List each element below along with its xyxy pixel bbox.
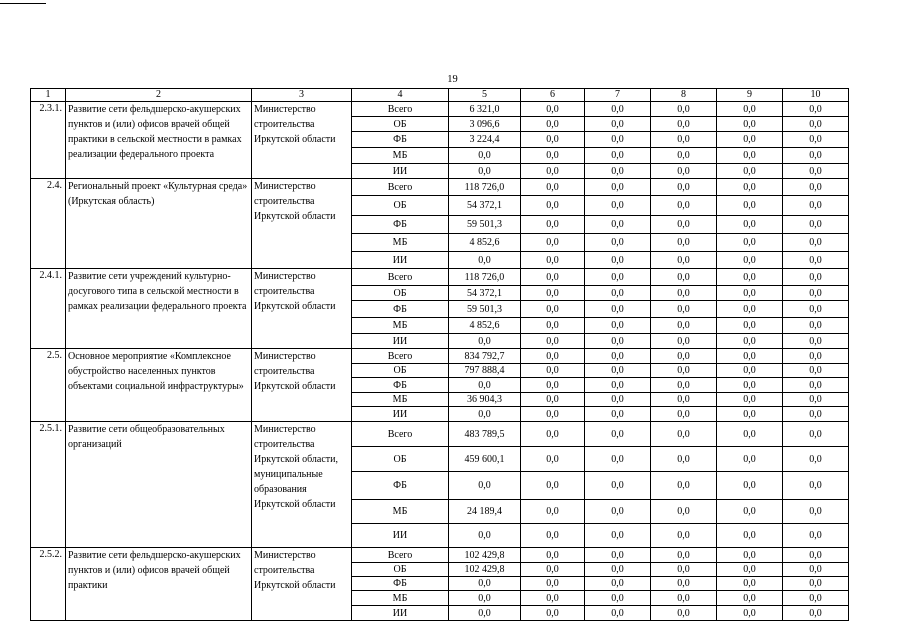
- amount-cell: 0,0: [521, 334, 585, 349]
- amount-cell: 0,0: [717, 252, 783, 269]
- funding-source: ФБ: [352, 301, 449, 318]
- amount-cell: 0,0: [585, 500, 651, 524]
- amount-cell: 0,0: [717, 132, 783, 148]
- amount-cell: 4 852,6: [449, 318, 521, 334]
- item-code: 2.5.2.: [31, 548, 66, 621]
- amount-cell: 0,0: [585, 364, 651, 378]
- amount-cell: 0,0: [651, 364, 717, 378]
- amount-cell: 0,0: [717, 548, 783, 563]
- column-number-cell: 10: [783, 89, 849, 102]
- amount-cell: 0,0: [449, 334, 521, 349]
- amount-cell: 0,0: [651, 548, 717, 563]
- item-code: 2.3.1.: [31, 102, 66, 179]
- amount-cell: 0,0: [651, 378, 717, 393]
- funding-source: Всего: [352, 269, 449, 286]
- amount-cell: 0,0: [717, 407, 783, 422]
- amount-cell: 118 726,0: [449, 179, 521, 196]
- amount-cell: 0,0: [521, 472, 585, 500]
- amount-cell: 0,0: [449, 606, 521, 621]
- amount-cell: 0,0: [717, 500, 783, 524]
- amount-cell: 0,0: [717, 393, 783, 407]
- funding-source: ОБ: [352, 286, 449, 301]
- amount-cell: 0,0: [783, 301, 849, 318]
- funding-source: МБ: [352, 234, 449, 252]
- amount-cell: 0,0: [651, 606, 717, 621]
- amount-cell: 6 321,0: [449, 102, 521, 117]
- amount-cell: 0,0: [585, 148, 651, 164]
- budget-table: [30, 88, 849, 621]
- funding-source: ОБ: [352, 364, 449, 378]
- item-executor: Министерство строительства Иркутской области, муниципальные образования Иркутской области: [252, 422, 352, 548]
- column-number-cell: 1: [31, 89, 66, 102]
- amount-cell: 0,0: [449, 591, 521, 606]
- amount-cell: 0,0: [717, 318, 783, 334]
- table-row: [31, 269, 849, 286]
- amount-cell: 0,0: [783, 148, 849, 164]
- amount-cell: 54 372,1: [449, 196, 521, 216]
- amount-cell: 0,0: [585, 378, 651, 393]
- amount-cell: 0,0: [521, 591, 585, 606]
- amount-cell: 834 792,7: [449, 349, 521, 364]
- table-row: [31, 102, 849, 117]
- amount-cell: 0,0: [651, 179, 717, 196]
- amount-cell: 0,0: [717, 148, 783, 164]
- amount-cell: 0,0: [651, 318, 717, 334]
- amount-cell: 0,0: [651, 216, 717, 234]
- amount-cell: 0,0: [585, 606, 651, 621]
- amount-cell: 483 789,5: [449, 422, 521, 447]
- amount-cell: 0,0: [717, 269, 783, 286]
- amount-cell: 0,0: [585, 318, 651, 334]
- amount-cell: 0,0: [717, 422, 783, 447]
- funding-source: МБ: [352, 148, 449, 164]
- amount-cell: 0,0: [717, 378, 783, 393]
- amount-cell: 59 501,3: [449, 216, 521, 234]
- amount-cell: 0,0: [651, 447, 717, 472]
- amount-cell: 0,0: [585, 179, 651, 196]
- funding-source: ФБ: [352, 577, 449, 591]
- amount-cell: 0,0: [585, 447, 651, 472]
- amount-cell: 0,0: [521, 378, 585, 393]
- amount-cell: 54 372,1: [449, 286, 521, 301]
- amount-cell: 459 600,1: [449, 447, 521, 472]
- amount-cell: 0,0: [651, 132, 717, 148]
- amount-cell: 0,0: [521, 447, 585, 472]
- amount-cell: 0,0: [585, 524, 651, 548]
- amount-cell: 0,0: [585, 422, 651, 447]
- amount-cell: 0,0: [585, 252, 651, 269]
- amount-cell: 0,0: [651, 422, 717, 447]
- item-code: 2.4.1.: [31, 269, 66, 349]
- amount-cell: 0,0: [585, 196, 651, 216]
- amount-cell: 0,0: [521, 301, 585, 318]
- funding-source: ИИ: [352, 334, 449, 349]
- amount-cell: 0,0: [783, 524, 849, 548]
- item-code: 2.5.: [31, 349, 66, 422]
- amount-cell: 4 852,6: [449, 234, 521, 252]
- amount-cell: 0,0: [783, 196, 849, 216]
- amount-cell: 0,0: [585, 269, 651, 286]
- amount-cell: 0,0: [783, 378, 849, 393]
- amount-cell: 0,0: [717, 364, 783, 378]
- amount-cell: 0,0: [521, 216, 585, 234]
- amount-cell: 0,0: [717, 591, 783, 606]
- amount-cell: 0,0: [521, 252, 585, 269]
- amount-cell: 0,0: [783, 393, 849, 407]
- amount-cell: 0,0: [783, 548, 849, 563]
- amount-cell: 0,0: [651, 102, 717, 117]
- column-number-cell: 7: [585, 89, 651, 102]
- amount-cell: 0,0: [449, 472, 521, 500]
- amount-cell: 0,0: [521, 117, 585, 132]
- amount-cell: 0,0: [449, 148, 521, 164]
- amount-cell: 0,0: [783, 563, 849, 577]
- amount-cell: 0,0: [783, 591, 849, 606]
- amount-cell: 0,0: [651, 252, 717, 269]
- amount-cell: 0,0: [651, 286, 717, 301]
- amount-cell: 0,0: [585, 407, 651, 422]
- funding-source: ИИ: [352, 524, 449, 548]
- amount-cell: 0,0: [521, 349, 585, 364]
- amount-cell: 0,0: [585, 393, 651, 407]
- amount-cell: 0,0: [521, 196, 585, 216]
- item-code: 2.5.1.: [31, 422, 66, 548]
- amount-cell: 0,0: [521, 563, 585, 577]
- funding-source: Всего: [352, 349, 449, 364]
- amount-cell: 0,0: [717, 216, 783, 234]
- amount-cell: 0,0: [651, 196, 717, 216]
- amount-cell: 0,0: [521, 524, 585, 548]
- amount-cell: 0,0: [783, 349, 849, 364]
- amount-cell: 0,0: [585, 234, 651, 252]
- table-row: [31, 179, 849, 196]
- amount-cell: 0,0: [717, 524, 783, 548]
- table-row: [31, 548, 849, 563]
- amount-cell: 0,0: [651, 577, 717, 591]
- item-name: Развитие сети общеобразовательных организаций: [66, 422, 252, 548]
- amount-cell: 0,0: [521, 286, 585, 301]
- amount-cell: 0,0: [449, 378, 521, 393]
- column-number-cell: 5: [449, 89, 521, 102]
- page-number: 19: [447, 74, 458, 85]
- amount-cell: 0,0: [585, 117, 651, 132]
- amount-cell: 0,0: [651, 164, 717, 179]
- funding-source: ФБ: [352, 472, 449, 500]
- amount-cell: 0,0: [783, 269, 849, 286]
- amount-cell: 0,0: [585, 301, 651, 318]
- amount-cell: 0,0: [521, 500, 585, 524]
- amount-cell: 36 904,3: [449, 393, 521, 407]
- amount-cell: 0,0: [521, 407, 585, 422]
- amount-cell: 0,0: [717, 117, 783, 132]
- amount-cell: 0,0: [651, 349, 717, 364]
- funding-source: МБ: [352, 500, 449, 524]
- item-executor: Министерство строительства Иркутской области: [252, 349, 352, 422]
- funding-source: Всего: [352, 548, 449, 563]
- amount-cell: 0,0: [651, 591, 717, 606]
- amount-cell: 0,0: [651, 524, 717, 548]
- funding-source: ОБ: [352, 117, 449, 132]
- amount-cell: 0,0: [521, 132, 585, 148]
- funding-source: ИИ: [352, 407, 449, 422]
- amount-cell: 797 888,4: [449, 364, 521, 378]
- amount-cell: 0,0: [651, 234, 717, 252]
- amount-cell: 0,0: [521, 393, 585, 407]
- item-name: Основное мероприятие «Комплексное обустройство населенных пунктов объектами социальной инфраструктуры»: [66, 349, 252, 422]
- amount-cell: 0,0: [717, 606, 783, 621]
- amount-cell: 0,0: [585, 164, 651, 179]
- amount-cell: 0,0: [783, 577, 849, 591]
- funding-source: ОБ: [352, 447, 449, 472]
- amount-cell: 0,0: [783, 234, 849, 252]
- amount-cell: 0,0: [585, 286, 651, 301]
- item-code: 2.4.: [31, 179, 66, 269]
- amount-cell: 0,0: [651, 148, 717, 164]
- amount-cell: 0,0: [585, 132, 651, 148]
- amount-cell: 0,0: [585, 334, 651, 349]
- amount-cell: 0,0: [717, 164, 783, 179]
- amount-cell: 0,0: [783, 407, 849, 422]
- amount-cell: 0,0: [651, 301, 717, 318]
- amount-cell: 0,0: [585, 548, 651, 563]
- amount-cell: 102 429,8: [449, 563, 521, 577]
- amount-cell: 0,0: [717, 196, 783, 216]
- amount-cell: 0,0: [585, 472, 651, 500]
- table-row: [31, 422, 849, 447]
- amount-cell: 0,0: [783, 447, 849, 472]
- amount-cell: 0,0: [717, 179, 783, 196]
- item-name: Развитие сети учреждений культурно-досугового типа в сельской местности в рамках реализации федерального проекта: [66, 269, 252, 349]
- amount-cell: 0,0: [717, 563, 783, 577]
- amount-cell: 3 096,6: [449, 117, 521, 132]
- amount-cell: 0,0: [521, 548, 585, 563]
- amount-cell: 0,0: [585, 577, 651, 591]
- item-executor: Министерство строительства Иркутской области: [252, 269, 352, 349]
- amount-cell: 0,0: [521, 102, 585, 117]
- amount-cell: 0,0: [449, 252, 521, 269]
- amount-cell: 0,0: [585, 591, 651, 606]
- amount-cell: 0,0: [521, 318, 585, 334]
- amount-cell: 0,0: [651, 472, 717, 500]
- funding-source: ОБ: [352, 196, 449, 216]
- amount-cell: 0,0: [717, 301, 783, 318]
- amount-cell: 0,0: [521, 179, 585, 196]
- amount-cell: 0,0: [651, 563, 717, 577]
- amount-cell: 0,0: [717, 447, 783, 472]
- item-name: Развитие сети фельдшерско-акушерских пунктов и (или) офисов врачей общей практики в сельской местности в рамках реализации федерального проекта: [66, 102, 252, 179]
- item-name: Развитие сети фельдшерско-акушерских пунктов и (или) офисов врачей общей практики: [66, 548, 252, 621]
- amount-cell: 0,0: [651, 393, 717, 407]
- funding-source: ОБ: [352, 563, 449, 577]
- funding-source: МБ: [352, 393, 449, 407]
- column-number-cell: 2: [66, 89, 252, 102]
- funding-source: ИИ: [352, 606, 449, 621]
- amount-cell: 24 189,4: [449, 500, 521, 524]
- funding-source: ФБ: [352, 378, 449, 393]
- column-number-row: [31, 89, 849, 102]
- amount-cell: 0,0: [783, 117, 849, 132]
- amount-cell: 3 224,4: [449, 132, 521, 148]
- corner-mark-line: [0, 3, 46, 4]
- amount-cell: 0,0: [717, 334, 783, 349]
- amount-cell: 0,0: [521, 606, 585, 621]
- amount-cell: 0,0: [449, 164, 521, 179]
- column-number-cell: 3: [252, 89, 352, 102]
- amount-cell: 0,0: [783, 422, 849, 447]
- amount-cell: 0,0: [783, 164, 849, 179]
- item-executor: Министерство строительства Иркутской области: [252, 548, 352, 621]
- funding-source: ФБ: [352, 216, 449, 234]
- amount-cell: 0,0: [717, 577, 783, 591]
- column-number-cell: 8: [651, 89, 717, 102]
- funding-source: ИИ: [352, 252, 449, 269]
- amount-cell: 0,0: [651, 407, 717, 422]
- amount-cell: 0,0: [651, 500, 717, 524]
- item-executor: Министерство строительства Иркутской области: [252, 179, 352, 269]
- amount-cell: 0,0: [783, 606, 849, 621]
- funding-source: МБ: [352, 318, 449, 334]
- amount-cell: 0,0: [651, 334, 717, 349]
- column-number-cell: 4: [352, 89, 449, 102]
- amount-cell: 0,0: [783, 500, 849, 524]
- amount-cell: 0,0: [717, 102, 783, 117]
- amount-cell: 118 726,0: [449, 269, 521, 286]
- amount-cell: 0,0: [717, 286, 783, 301]
- amount-cell: 0,0: [521, 422, 585, 447]
- amount-cell: 0,0: [449, 524, 521, 548]
- amount-cell: 0,0: [521, 364, 585, 378]
- amount-cell: 0,0: [449, 407, 521, 422]
- amount-cell: 0,0: [783, 286, 849, 301]
- amount-cell: 59 501,3: [449, 301, 521, 318]
- amount-cell: 0,0: [651, 117, 717, 132]
- funding-source: ИИ: [352, 164, 449, 179]
- amount-cell: 0,0: [521, 234, 585, 252]
- column-number-cell: 9: [717, 89, 783, 102]
- amount-cell: 0,0: [783, 472, 849, 500]
- amount-cell: 0,0: [783, 318, 849, 334]
- amount-cell: 0,0: [717, 472, 783, 500]
- amount-cell: 0,0: [783, 252, 849, 269]
- funding-source: Всего: [352, 179, 449, 196]
- amount-cell: 0,0: [717, 234, 783, 252]
- amount-cell: 0,0: [783, 216, 849, 234]
- amount-cell: 0,0: [783, 364, 849, 378]
- amount-cell: 0,0: [449, 577, 521, 591]
- amount-cell: 0,0: [585, 563, 651, 577]
- amount-cell: 0,0: [521, 164, 585, 179]
- amount-cell: 102 429,8: [449, 548, 521, 563]
- amount-cell: 0,0: [585, 349, 651, 364]
- amount-cell: 0,0: [521, 269, 585, 286]
- amount-cell: 0,0: [783, 334, 849, 349]
- item-name: Региональный проект «Культурная среда» (Иркутская область): [66, 179, 252, 269]
- amount-cell: 0,0: [585, 102, 651, 117]
- amount-cell: 0,0: [783, 102, 849, 117]
- funding-source: ФБ: [352, 132, 449, 148]
- amount-cell: 0,0: [651, 269, 717, 286]
- column-number-cell: 6: [521, 89, 585, 102]
- amount-cell: 0,0: [783, 179, 849, 196]
- amount-cell: 0,0: [783, 132, 849, 148]
- funding-source: МБ: [352, 591, 449, 606]
- amount-cell: 0,0: [585, 216, 651, 234]
- table-row: [31, 349, 849, 364]
- amount-cell: 0,0: [521, 577, 585, 591]
- funding-source: Всего: [352, 422, 449, 447]
- item-executor: Министерство строительства Иркутской области: [252, 102, 352, 179]
- table-body: [31, 89, 849, 621]
- amount-cell: 0,0: [521, 148, 585, 164]
- amount-cell: 0,0: [717, 349, 783, 364]
- funding-source: Всего: [352, 102, 449, 117]
